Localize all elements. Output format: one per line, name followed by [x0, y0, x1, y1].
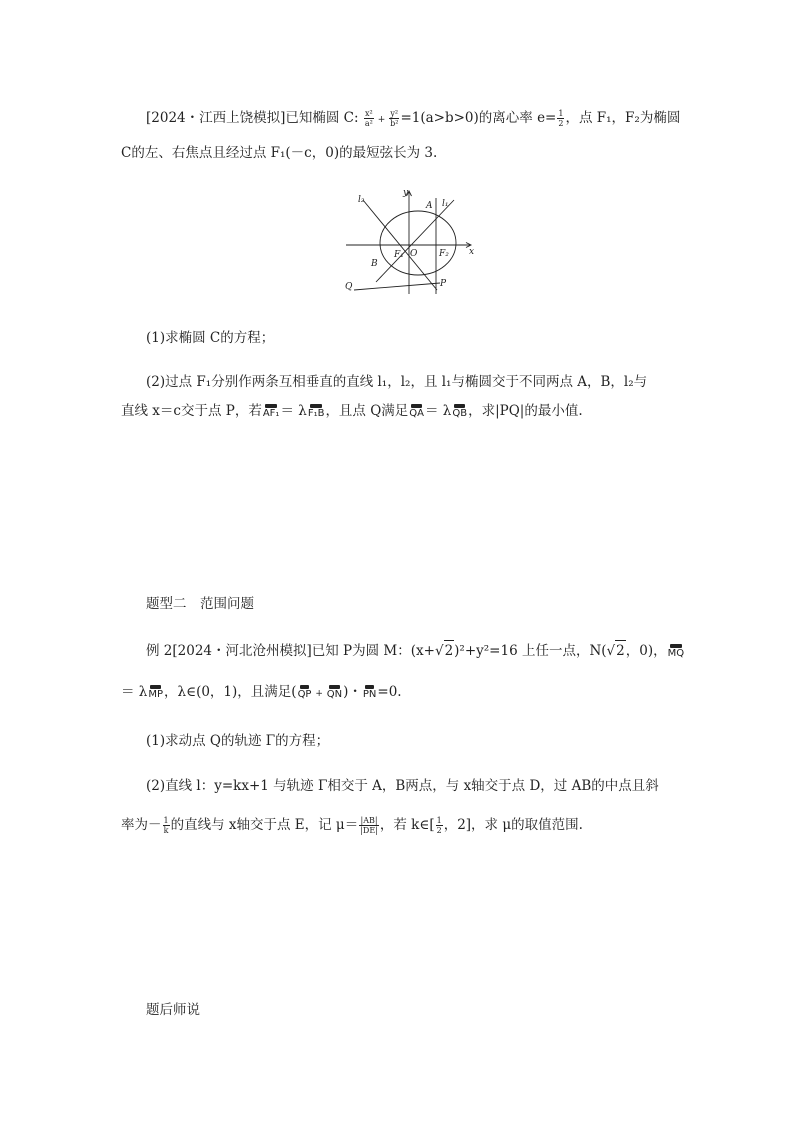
label-B: B: [371, 259, 378, 269]
frac-den: b²: [390, 119, 399, 128]
sqrt-symbol: √: [606, 643, 616, 659]
text: 率为－: [121, 817, 162, 833]
plus-sign: +: [374, 115, 389, 125]
problem1-line1: [146, 108, 680, 130]
text: ，2]，求 μ的取值范围.: [443, 817, 583, 833]
fraction-AB-over-DE: [359, 816, 379, 835]
text: 的直线与 x轴交于点 E，记 μ＝: [170, 817, 359, 833]
frac-num: |AB|: [360, 816, 378, 825]
problem1-text-b: =1(a>b>0)的离心率 e=: [400, 110, 557, 126]
plus-sign: +: [312, 689, 326, 699]
frac-num: 1: [436, 816, 442, 825]
label-O: O: [410, 249, 418, 259]
vector-MQ: [668, 644, 685, 659]
vector-label: QB: [452, 408, 468, 419]
fraction-x2-a2: [364, 109, 374, 128]
problem2-line2: [121, 682, 402, 704]
vector-QA: [409, 404, 424, 419]
text: )²+y²=16 上任一点，N(: [454, 643, 607, 659]
label-x: x: [469, 247, 475, 257]
problem2-question1: (1)求动点 Q的轨迹 Γ的方程；: [146, 733, 330, 749]
fraction-one-over-k: [163, 816, 170, 835]
problem2-line1: [146, 640, 685, 661]
problem1-question2-line2: [121, 401, 583, 421]
label-Q: Q: [345, 282, 353, 292]
vector-label: F₁B: [307, 408, 325, 419]
problem1-text-a: [2024・江西上饶模拟]已知椭圆 C:: [146, 110, 363, 126]
problem1-question1: (1)求椭圆 C的方程；: [146, 330, 275, 346]
text: ＝ λ: [280, 403, 307, 419]
text: ，λ∈(0，1)，且满足(: [164, 684, 297, 700]
sqrt-symbol: √: [434, 643, 444, 659]
frac-den: a²: [364, 119, 373, 128]
section-title: 题型二 范围问题: [146, 596, 254, 612]
line-l1: [376, 200, 454, 282]
vector-label: PN: [362, 689, 377, 700]
fraction-one-half: [557, 109, 564, 128]
problem1-line2: C的左、右焦点且经过点 F₁(－c，0)的最短弦长为 3.: [121, 145, 438, 161]
label-P: P: [440, 279, 447, 289]
vector-PN: [363, 685, 377, 700]
frac-num: x²: [364, 109, 373, 118]
vector-label: QA: [409, 408, 425, 419]
problem1-text-c: ，点 F₁，F₂为椭圆: [565, 110, 681, 126]
label-F1: F₁: [394, 250, 404, 260]
vector-label: QP: [297, 689, 312, 700]
text: ＝ λ: [121, 684, 148, 700]
text: ，且点 Q满足: [325, 403, 409, 419]
text: =0.: [377, 684, 402, 700]
problem1-question2-line1: (2)过点 F₁分别作两条互相垂直的直线 l₁，l₂，且 l₁与椭圆交于不同两点 A，B，l₂与: [146, 374, 648, 390]
vector-MP: [148, 685, 163, 700]
frac-den: 2: [436, 826, 442, 835]
sqrt-radicand: 2: [444, 640, 455, 661]
text: 直线 x＝c交于点 P，若: [121, 403, 262, 419]
frac-den: |DE|: [360, 826, 378, 835]
text: )・: [343, 684, 362, 700]
segment-QP: [354, 283, 440, 290]
text: ，0)，: [625, 643, 667, 659]
vector-label: QN: [326, 689, 343, 700]
text: ，若 k∈[: [379, 817, 435, 833]
vector-AF1: [263, 404, 280, 419]
sqrt-radicand: 2: [615, 640, 626, 661]
frac-den: 2: [558, 119, 564, 128]
vector-label: MP: [148, 689, 164, 700]
fraction-one-half: [436, 816, 443, 835]
label-y: y: [403, 188, 409, 198]
frac-num: 1: [163, 816, 169, 825]
text: ，求|PQ|的最小值.: [468, 403, 583, 419]
vector-QP: [298, 685, 312, 700]
label-l2: l₂: [358, 195, 365, 205]
vector-QN: [327, 685, 342, 700]
frac-num: y²: [390, 109, 399, 118]
fraction-y2-b2: [389, 109, 399, 128]
text: 例 2[2024・河北沧州模拟]已知 P为圆 M：(x+: [146, 643, 435, 659]
frac-den: k: [163, 826, 169, 835]
vector-QB: [452, 404, 467, 419]
label-A: A: [426, 201, 433, 211]
problem2-question2-line1: (2)直线 l：y=kx+1 与轨迹 Γ相交于 A，B两点，与 x轴交于点 D，过 AB的中点且斜: [146, 778, 659, 794]
label-F2: F₂: [439, 249, 449, 259]
text: ＝ λ: [425, 403, 452, 419]
footer-title: 题后师说: [146, 1002, 200, 1018]
frac-num: 1: [558, 109, 564, 118]
problem2-question2-line2: [121, 815, 583, 835]
vector-label: MQ: [667, 648, 685, 659]
vector-label: AF₁: [262, 408, 280, 419]
ellipse-figure: [336, 186, 482, 298]
label-l1: l₁: [442, 199, 449, 209]
vector-F1B: [308, 404, 325, 419]
